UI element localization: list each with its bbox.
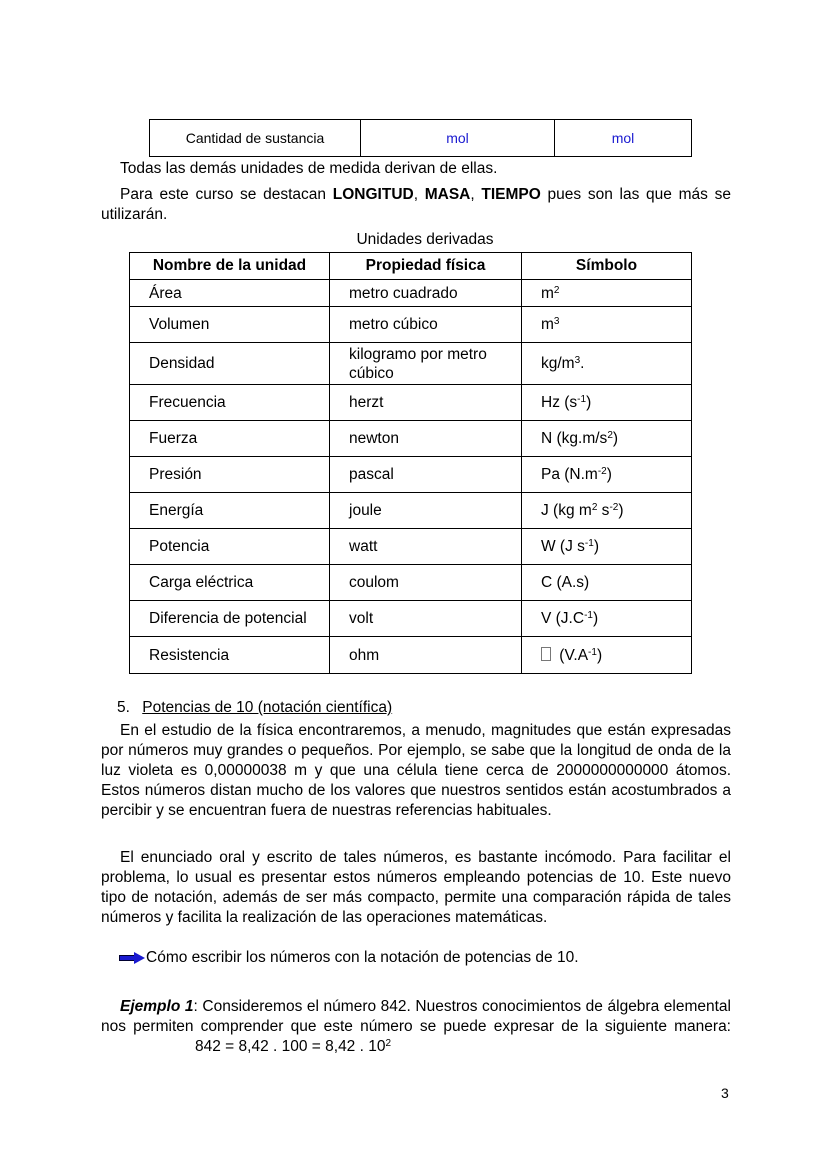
symbol-text: ) <box>593 538 599 555</box>
symbol-text: ) <box>592 610 599 627</box>
symbol-cell <box>522 343 692 385</box>
table-row <box>130 601 692 637</box>
table-cell: mol <box>555 120 692 157</box>
section-number: 5. <box>117 699 130 716</box>
symbol-exponent: -2 <box>609 502 619 513</box>
property-cell: joule <box>330 493 522 529</box>
page-number: 3 <box>721 1085 729 1101</box>
symbol-text: W (J s <box>541 538 585 555</box>
symbol-text: . <box>580 355 585 372</box>
paragraph-intro: En el estudio de la física encontraremos, a menudo, magnitudes que están expresadas por números muy grandes o pequeños. Por ejemplo, se sabe que la longitud de onda de la luz violeta es 0,00000038 m y que una célula tiene cerca de 2000000000000 átomos. Estos números distan mucho de los valores que nuestros sentidos están acostumbrados a percibir y se encuentran fuera de nuestras referencias habituales. <box>101 722 731 819</box>
paragraph-derive <box>101 159 731 179</box>
unit-name-cell: Diferencia de potencial <box>130 601 330 637</box>
column-header: Nombre de la unidad <box>130 253 330 280</box>
table-header-row <box>130 253 692 280</box>
table-row <box>130 565 692 601</box>
symbol-text: ) <box>612 430 619 447</box>
paragraph-notation: El enunciado oral y escrito de tales números, es bastante incómodo. Para facilitar el problema, lo usual es presentar estos números empleando potencias de 10. Este nuevo tipo de notación, además de ser más compacto, permite una comparación rápida de tales números y facilita la realización de las operaciones matemáticas. <box>101 849 731 926</box>
symbol-exponent: -1 <box>577 394 587 405</box>
table-row <box>130 280 692 307</box>
property-cell: kilogramo por metro cúbico <box>330 343 522 385</box>
symbol-exponent: -1 <box>584 610 593 621</box>
arrow-text: Cómo escribir los números con la notación de potencias de 10. <box>146 949 579 966</box>
formula-exponent: 2 <box>385 1038 392 1049</box>
example-paragraph <box>101 997 731 1057</box>
symbol-cell <box>522 493 692 529</box>
symbol-text: ) <box>606 466 612 483</box>
symbol-exponent: -1 <box>588 646 597 658</box>
paragraph-highlight <box>101 185 731 225</box>
table-cell: mol <box>361 120 555 157</box>
symbol-text: ) <box>596 646 603 664</box>
symbol-cell <box>522 565 692 601</box>
property-cell: metro cúbico <box>330 307 522 343</box>
derived-table-body <box>130 280 692 674</box>
unit-name-cell: Potencia <box>130 529 330 565</box>
unit-name-cell: Energía <box>130 493 330 529</box>
property-cell: watt <box>330 529 522 565</box>
symbol-text: C (A.s) <box>541 574 590 591</box>
symbol-text: s <box>597 502 610 519</box>
unit-name-cell: Densidad <box>130 343 330 385</box>
text: , <box>413 186 425 203</box>
example-text: : Consideremos el número 842. Nuestros conocimientos de álgebra elemental nos permiten comprender que este número se puede expresar de la siguiente manera: <box>101 998 731 1035</box>
table-row <box>130 385 692 421</box>
property-cell: coulom <box>330 565 522 601</box>
property-cell: pascal <box>330 457 522 493</box>
derived-units-table <box>129 252 692 674</box>
unit-name-cell: Volumen <box>130 307 330 343</box>
symbol-exponent: -1 <box>584 538 594 549</box>
table-row <box>130 343 692 385</box>
table-row <box>130 421 692 457</box>
symbol-cell <box>522 280 692 307</box>
symbol-cell <box>522 307 692 343</box>
symbol-exponent: 3 <box>574 355 581 366</box>
symbol-text: N (kg.m/s <box>541 430 608 447</box>
unit-name-cell: Carga eléctrica <box>130 565 330 601</box>
example-label: Ejemplo 1 <box>120 998 194 1015</box>
symbol-exponent: -2 <box>597 466 607 477</box>
column-header: Símbolo <box>522 253 692 280</box>
property-cell: volt <box>330 601 522 637</box>
table-row <box>130 637 692 674</box>
symbol-exponent: 3 <box>553 316 560 327</box>
unit-name-cell: Presión <box>130 457 330 493</box>
symbol-cell <box>522 529 692 565</box>
table-cell: Cantidad de sustancia <box>150 120 361 157</box>
symbol-text: m <box>541 284 554 302</box>
symbol-cell <box>522 385 692 421</box>
symbol-text: Hz (s <box>541 394 578 411</box>
symbol-text: ) <box>618 502 624 519</box>
symbol-text: J (kg m <box>541 502 592 519</box>
arrow-bullet-line <box>119 949 579 967</box>
section-heading <box>117 699 392 717</box>
table-row <box>130 307 692 343</box>
symbol-text: kg/m <box>541 355 575 372</box>
text: pues son las que más se utilizarán. <box>101 186 731 223</box>
text: , <box>470 186 482 203</box>
table-row <box>130 457 692 493</box>
column-header: Propiedad física <box>330 253 522 280</box>
symbol-exponent: 2 <box>553 284 560 296</box>
unit-name-cell: Resistencia <box>130 637 330 674</box>
table-row <box>130 529 692 565</box>
paragraph-text: Todas las demás unidades de medida derivan de ellas. <box>120 160 498 177</box>
unit-name-cell: Área <box>130 280 330 307</box>
property-cell: newton <box>330 421 522 457</box>
bold-text: LONGITUD <box>332 186 414 203</box>
symbol-cell <box>522 457 692 493</box>
symbol-text: ) <box>586 394 592 411</box>
symbol-text: V (J.C <box>541 610 585 627</box>
unit-name-cell: Frecuencia <box>130 385 330 421</box>
symbol-text: (V.A <box>555 646 589 664</box>
symbol-exponent: 2 <box>607 430 613 441</box>
bold-text: MASA <box>424 186 471 203</box>
property-cell: herzt <box>330 385 522 421</box>
example-formula: 842 = 8,42 . 100 = 8,42 . 10 <box>195 1038 386 1055</box>
missing-glyph-icon <box>541 647 551 661</box>
table-row <box>150 120 692 157</box>
text: Para este curso se destacan <box>120 186 333 203</box>
symbol-text: m <box>541 316 554 333</box>
symbol-exponent: 2 <box>591 502 598 513</box>
property-cell: ohm <box>330 637 522 674</box>
table-caption: Unidades derivadas <box>356 231 494 248</box>
symbol-cell <box>522 421 692 457</box>
property-cell: metro cuadrado <box>330 280 522 307</box>
symbol-cell <box>522 601 692 637</box>
symbol-cell <box>522 637 692 674</box>
bold-text: TIEMPO <box>481 186 541 203</box>
base-units-table <box>149 119 692 157</box>
unit-name-cell: Fuerza <box>130 421 330 457</box>
symbol-text: Pa (N.m <box>541 466 598 483</box>
right-arrow-icon <box>119 952 145 964</box>
table-row <box>130 493 692 529</box>
section-title: Potencias de 10 (notación científica) <box>142 699 393 716</box>
